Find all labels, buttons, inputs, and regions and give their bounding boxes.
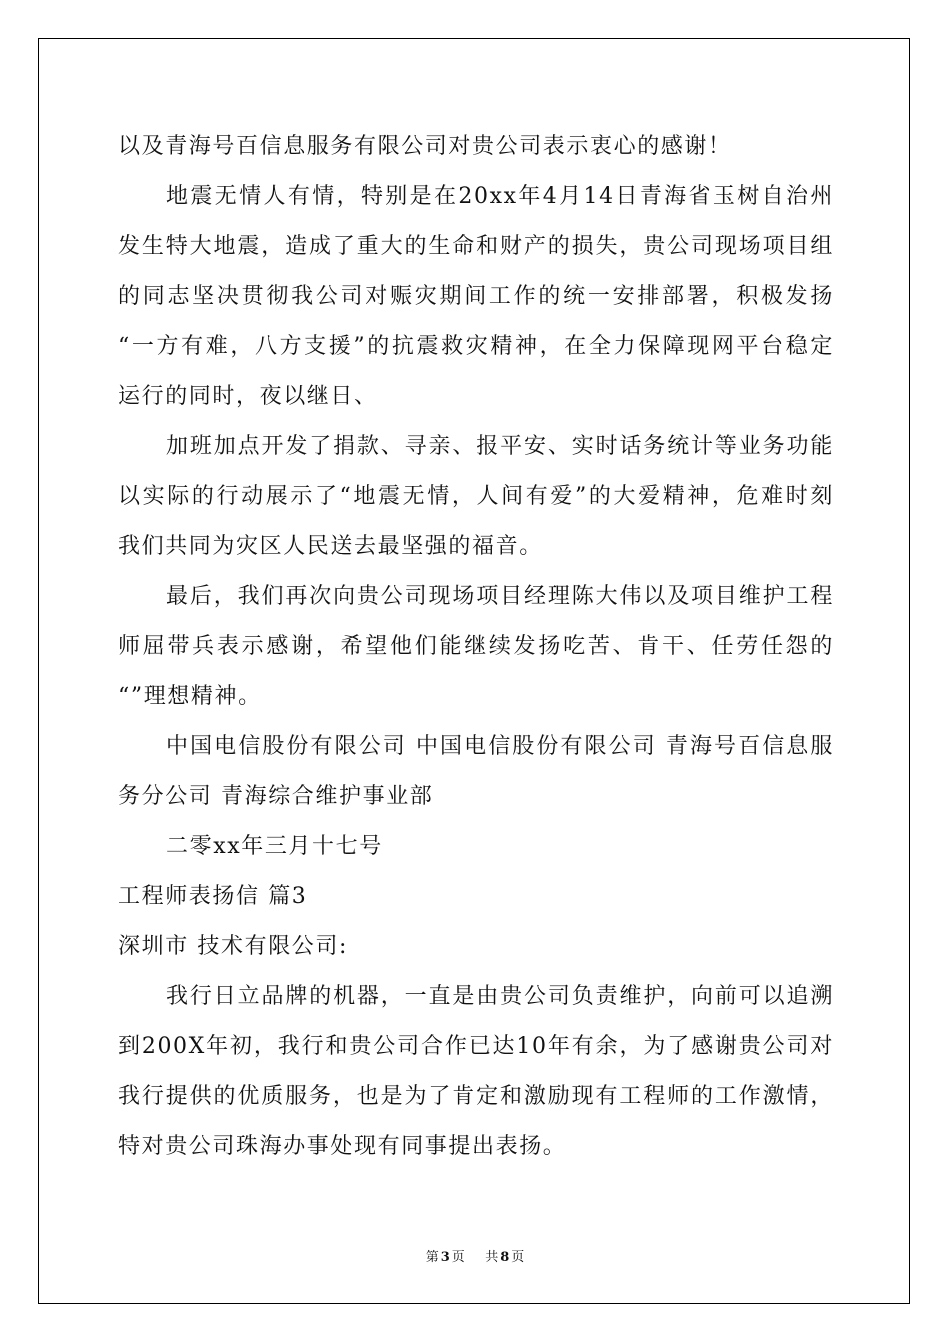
text-line: “”理想精神。 [118,684,262,709]
page-indicator: 第 3 页 [425,1250,465,1265]
page-total: 共 8 页 [485,1250,525,1265]
salutation: 深圳市 技术有限公司: [118,934,349,959]
text-line: 我行日立品牌的机器，一直是由贵公司负责维护，向前可以追溯 [166,984,834,1009]
text-line: 地震无情人有情，特别是在20xx年4月14日青海省玉树自治州 [166,184,834,209]
text-line: 最后，我们再次向贵公司现场项目经理陈大伟以及项目维护工程 [166,584,834,609]
text-line: “一方有难，八方支援”的抗震救灾精神，在全力保障现网平台稳定 [118,334,834,359]
document-body [118,122,834,1172]
text-line: 师屈带兵表示感谢，希望他们能继续发扬吃苦、肯干、任劳任怨的 [118,634,834,659]
text-line: 以及青海号百信息服务有限公司对贵公司表示衷心的感谢！ [118,134,732,159]
section-heading: 工程师表扬信 篇3 [118,884,308,909]
text-line: 的同志坚决贯彻我公司对赈灾期间工作的统一安排部署，积极发扬 [118,284,834,309]
text-line: 我行提供的优质服务，也是为了肯定和激励现有工程师的工作激情， [118,1084,834,1109]
text-line: 中国电信股份有限公司 中国电信股份有限公司 青海号百信息服 [166,734,834,759]
text-line: 以实际的行动展示了“地震无情，人间有爱”的大爱精神，危难时刻 [118,484,834,509]
text-line: 运行的同时，夜以继日、 [118,384,378,409]
text-line: 加班加点开发了捐款、寻亲、报平安、实时话务统计等业务功能 [166,434,834,459]
text-line: 发生特大地震，造成了重大的生命和财产的损失，贵公司现场项目组 [118,234,834,259]
date-line: 二零xx年三月十七号 [166,834,383,859]
text-line: 务分公司 青海综合维护事业部 [118,784,434,809]
text-line: 到200X年初，我行和贵公司合作已达10年有余，为了感谢贵公司对 [118,1034,834,1059]
text-line: 我们共同为灾区人民送去最坚强的福音。 [118,534,543,559]
text-line: 特对贵公司珠海办事处现有同事提出表扬。 [118,1134,567,1159]
page-footer [0,1246,950,1265]
